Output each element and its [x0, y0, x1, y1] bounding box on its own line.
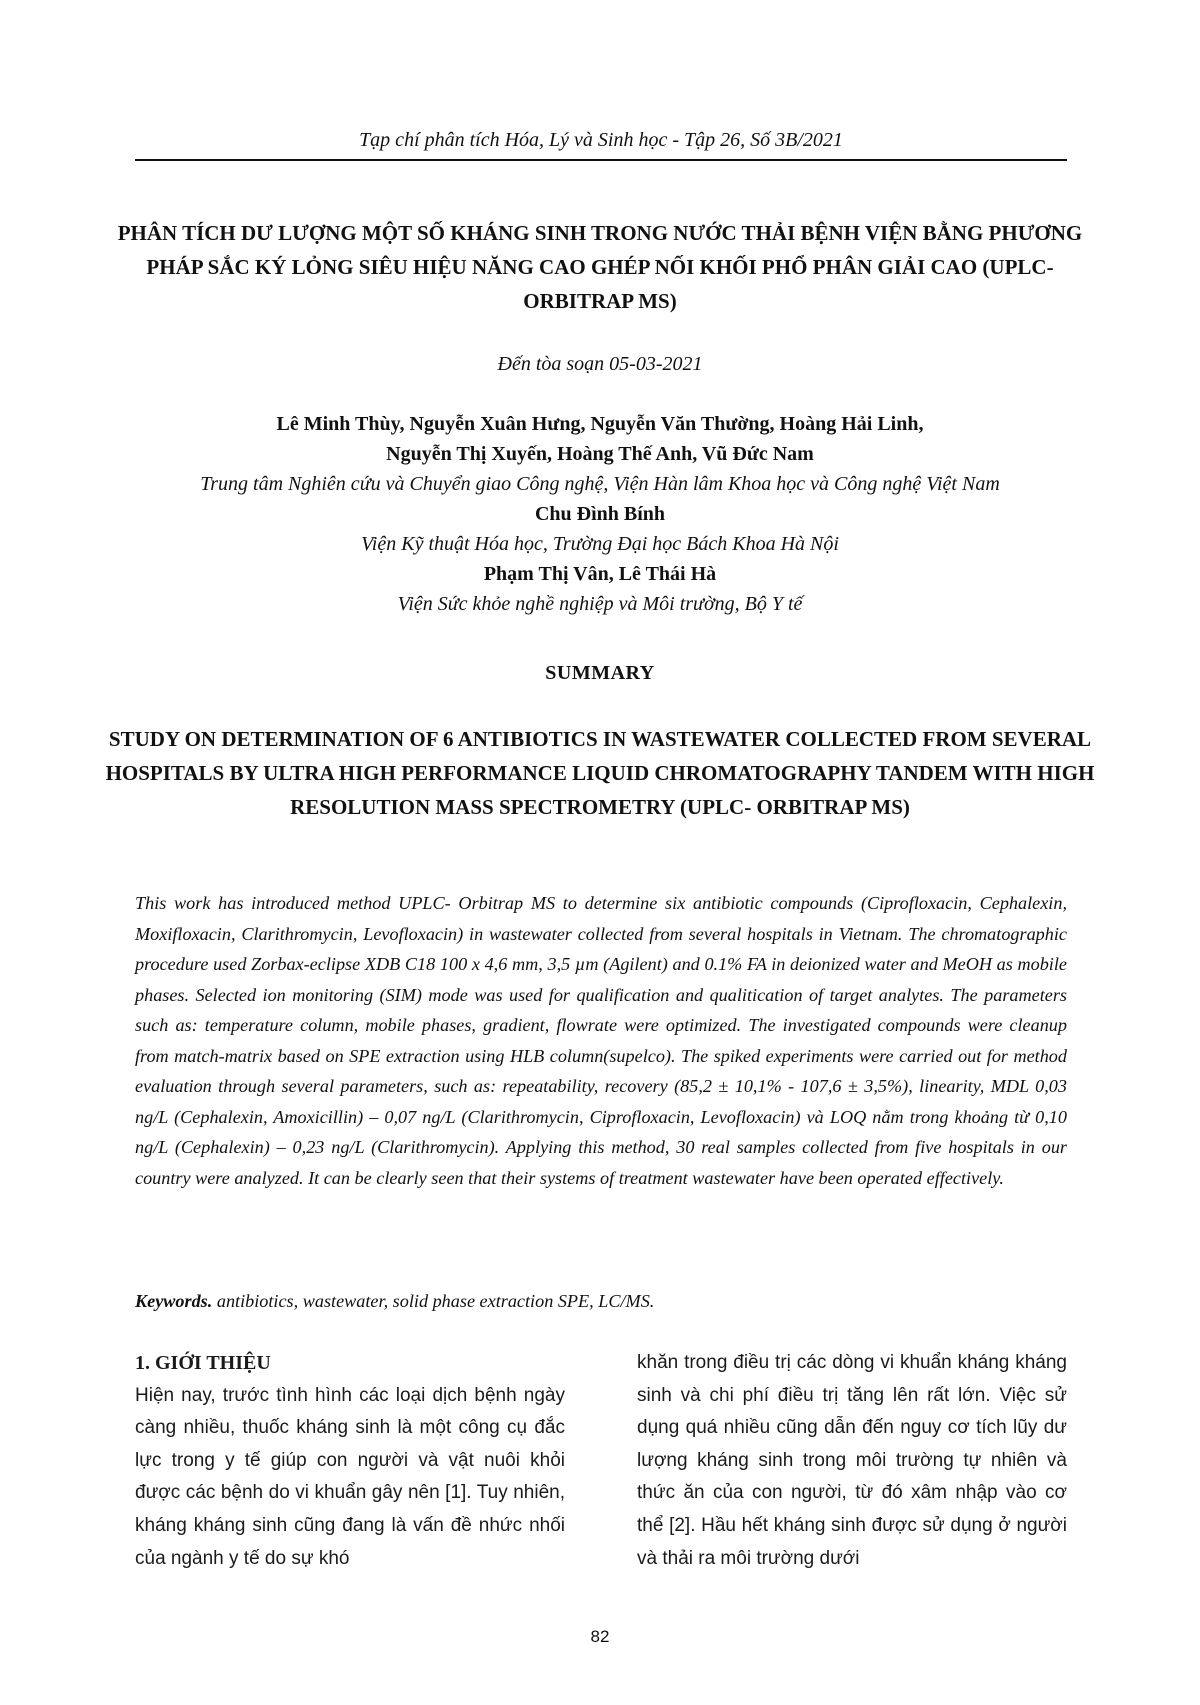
- author-names-group-3: Phạm Thị Vân, Lê Thái Hà: [483, 563, 717, 585]
- keywords-label: Keywords.: [135, 1291, 213, 1311]
- affiliation-1: Trung tâm Nghiên cứu và Chuyển giao Công nghệ, Viện Hàn lâm Khoa học và Công nghệ Việt Nam: [200, 473, 1000, 495]
- keywords-text: antibiotics, wastewater, solid phase extraction SPE, LC/MS.: [212, 1291, 655, 1311]
- header-rule: [135, 159, 1067, 161]
- title-vietnamese: PHÂN TÍCH DƯ LƯỢNG MỘT SỐ KHÁNG SINH TRONG NƯỚC THẢI BỆNH VIỆN BẰNG PHƯƠNG PHÁP SẮC KÝ LỎNG SIÊU HIỆU NĂNG CAO GHÉP NỐI KHỐI PHỔ PHÂN GIẢI CAO (UPLC- ORBITRAP MS): [117, 221, 1083, 313]
- title-english: STUDY ON DETERMINATION OF 6 ANTIBIOTICS IN WASTEWATER COLLECTED FROM SEVERAL HOSPITALS BY ULTRA HIGH PERFORMANCE LIQUID CHROMATOGRAPHY TANDEM WITH HIGH RESOLUTION MASS SPECTROMETRY (UPLC- ORBITRAP MS): [105, 727, 1095, 819]
- journal-header: Tạp chí phân tích Hóa, Lý và Sinh học - Tập 26, Số 3B/2021: [359, 129, 843, 151]
- summary-heading: SUMMARY: [545, 662, 655, 684]
- page-number: 82: [590, 1627, 610, 1646]
- author-names-group-1-line-2: Nguyễn Thị Xuyến, Hoàng Thế Anh, Vũ Đức Nam: [386, 443, 814, 465]
- intro-paragraph-right: khăn trong điều trị các dòng vi khuẩn kháng kháng sinh và chi phí điều trị tăng lên rất lớn. Việc sử dụng quá nhiều cũng dẫn đến nguy cơ tích lũy dư lượng kháng sinh trong môi trường tự nhiên và thức ăn của con người, từ đó xâm nhập vào cơ thể [2]. Hầu hết kháng sinh được sử dụng ở người và thải ra môi trường dưới: [637, 1352, 1067, 1569]
- body-column-left: [135, 1347, 565, 1575]
- affiliation-2: Viện Kỹ thuật Hóa học, Trường Đại học Bách Khoa Hà Nội: [361, 533, 839, 555]
- abstract-text: This work has introduced method UPLC- Orbitrap MS to determine six antibiotic compounds (Ciprofloxacin, Cephalexin, Moxifloxacin, Clarithromycin, Levofloxacin) in wastewater collected from several hospitals in Vietnam. The chromatographic procedure used Zorbax-eclipse XDB C18 100 x 4,6 mm, 3,5 µm (Agilent) and 0.1% FA in deionized water and MeOH as mobile phases. Selected ion monitoring (SIM) mode was used for qualification and qualitication of target analytes. The parameters such as: temperature column, mobile phases, gradient, flowrate were optimized. The investigated compounds were cleanup from match-matrix based on SPE extraction using HLB column(supelco). The spiked experiments were carried out for method evaluation through several parameters, such as: repeatability, recovery (85,2 ± 10,1% - 107,6 ± 3,5%), linearity, MDL 0,03 ng/L (Cephalexin, Amoxicillin) – 0,07 ng/L (Clarithromycin, Ciprofloxacin, Levofloxacin) và LOQ nằm trong khoảng từ 0,10 ng/L (Cephalexin) – 0,23 ng/L (Clarithromycin). Applying this method, 30 real samples collected from five hospitals in our country were analyzed. It can be clearly seen that their systems of treatment wastewater have been operated effectively.: [135, 893, 1067, 1188]
- author-names-group-2: Chu Đình Bính: [534, 503, 666, 525]
- intro-paragraph-left: Hiện nay, trước tình hình các loại dịch bệnh ngày càng nhiều, thuốc kháng sinh là một công cụ đắc lực trong y tế giúp con người và vật nuôi khỏi được các bệnh do vi khuẩn gây nên [1]. Tuy nhiên, kháng kháng sinh cũng đang là vấn đề nhức nhối của ngành y tế do sự khó: [135, 1384, 565, 1569]
- received-date: Đến tòa soạn 05-03-2021: [497, 353, 703, 375]
- keywords-line: [135, 1286, 1067, 1316]
- affiliation-3: Viện Sức khỏe nghề nghiệp và Môi trường, Bộ Y tế: [397, 593, 803, 615]
- section-heading-introduction: 1. GIỚI THIỆU: [135, 1352, 271, 1374]
- authors-block: [100, 409, 1100, 619]
- author-names-group-1-line-1: Lê Minh Thùy, Nguyễn Xuân Hưng, Nguyễn Văn Thường, Hoàng Hải Linh,: [276, 413, 924, 435]
- body-column-right: [637, 1347, 1067, 1575]
